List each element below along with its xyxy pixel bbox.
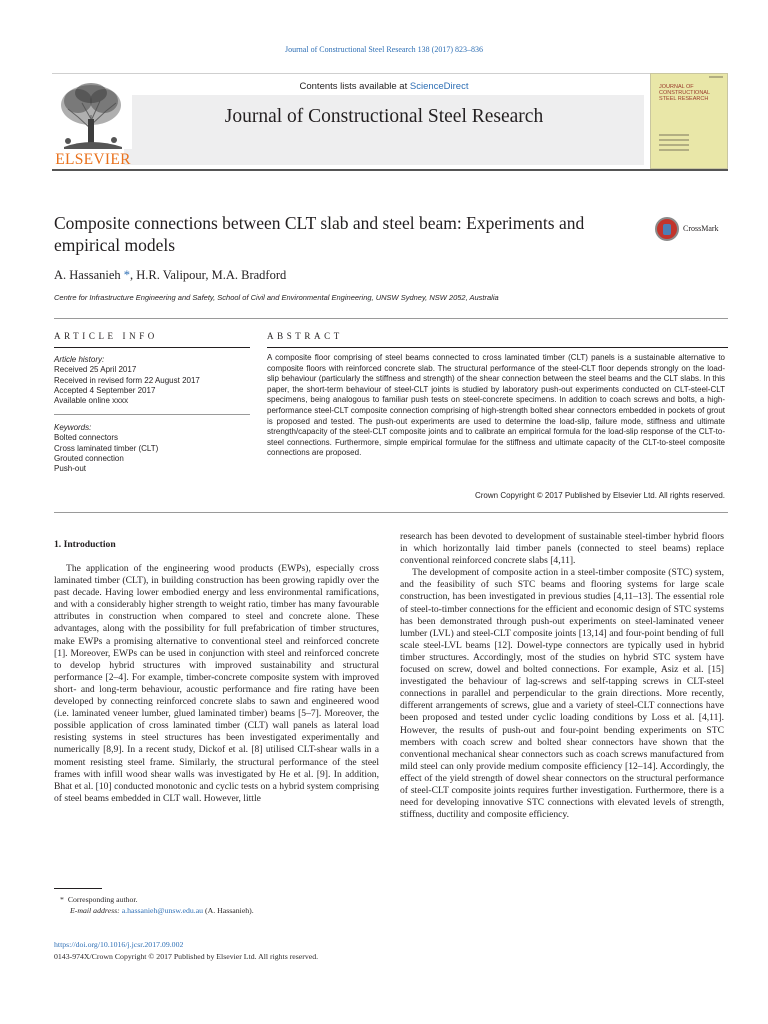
crossmark-label: CrossMark: [683, 224, 719, 233]
journal-title[interactable]: Journal of Constructional Steel Research: [224, 106, 544, 127]
cover-title-line: STEEL RESEARCH: [659, 96, 709, 102]
article-info-heading: ARTICLE INFO: [54, 331, 158, 341]
footnote-rule: [54, 888, 102, 889]
history-item: Accepted 4 September 2017: [54, 385, 156, 395]
footnote-corresponding: [60, 894, 380, 905]
keywords: [54, 423, 158, 474]
intro-right-column: [400, 531, 724, 821]
cover-title: [659, 84, 710, 102]
abstract-text: A composite floor comprising of steel beams connected to cross laminated timber (CLT) panels is a sustainable alternative to composite floors with reinforced concrete slab. The structural performance of the steel-CLT floor depends strongly on the load-slip behaviour (particularly the stiffness and strength) of the shear connection between the steel beams and the CLT slabs. In this paper, the short-term behaviour of steel-CLT joints is studied by laboratory push-out experiments conducted on CLT-steel-CLT specimens, being analogous to familiar push tests on steel-concrete specimens. In addition to coach screws and bolts, a high-performance steel-CLT composite connection comprising of high-strength bolted shear connectors embedded in pockets of grout is proposed and tested. The push-out experiments are used to determine the load-slip, failure mode, stiffness and ultimate strength/capacity of the steel-CLT composite joints and to calibrate an empirical formula for the load-slip response of the CLT-to-steel connections. Furthermore, simple empirical formulae for the stiffness and ultimate capacity of the CLT-to-steel composite connections are proposed.: [267, 353, 725, 458]
masthead: [52, 73, 728, 171]
elsevier-wordmark[interactable]: ELSEVIER: [55, 151, 131, 168]
intro-paragraph: research has been devoted to development of sustainable steel-timber hybrid floors in which horizontally laid timber panels (connected to steel beams) replace conventional reinforced concrete slabs [4,11].: [400, 531, 724, 567]
footnote: [60, 894, 380, 916]
keyword-item: Bolted connectors: [54, 433, 119, 443]
sciencedirect-link[interactable]: ScienceDirect: [409, 81, 469, 92]
corresponding-author-marker[interactable]: *: [123, 268, 131, 282]
abstract-copyright: Crown Copyright © 2017 Published by Elsevier Ltd. All rights reserved.: [474, 491, 725, 500]
email-link[interactable]: a.hassanieh@unsw.edu.au: [121, 906, 204, 915]
history-item: Received 25 April 2017: [54, 365, 137, 375]
affiliation: Centre for Infrastructure Engineering and Safety, School of Civil and Environmental Engineering, UNSW Sydney, NSW 2052, Australia: [54, 293, 499, 302]
contents-line: [124, 81, 644, 92]
intro-paragraph: The application of the engineering wood products (EWPs), especially cross laminated timber (CLT), in building construction has been growing rapidly over the past decade. Having lower embodied energy and less environmental ramifications, and with a considerably higher strength to weight ratio, timber has many favourable attributes in construction when compared to steel and concrete alone. These advantages, along with the possibility for full prefabrication of timber structures, make EWPs a promising alternative to conventional steel and reinforced concrete [1]. Moreover, EWPs can be used in conjunction with steel and reinforced concrete to develop hybrid structures with improved sustainability and structural performance [2–4]. For example, timber-concrete composite system with improved short- and long-term behaviour, acoustic performance and fire rating have been developed by connecting reinforced concrete slabs to sawn and engineered wood (i.e. laminated veneer lumber, glued laminated timber) beams [5–7]. Moreover, the possible application of cross laminated timber (CLT) wall panels as lateral load resisting systems in steel structures has been investigated experimentally and numerically [8,9]. In a recent study, Dickof et al. [8] utilised CLT-shear walls in a moment resisting steel frame. Similarly, the structural performance of the steel frames with infill wood shear walls was investigated by He et al. [9]. In addition, Bhat et al. [10] conducted monotonic and cyclic tests on a hybrid system comprising of steel beams embedded in CLT wall. However, little: [54, 563, 379, 804]
crossmark-button[interactable]: [655, 217, 730, 243]
history-item: Available online xxxx: [54, 396, 129, 406]
cover-text-lines: [659, 134, 689, 154]
footnote-corresponding-text: Corresponding author.: [67, 895, 138, 904]
masthead-bottom-rule: [52, 169, 728, 171]
header-rule: [54, 318, 728, 319]
keyword-item: Cross laminated timber (CLT): [54, 443, 159, 453]
article-history: [54, 355, 200, 406]
abstract-heading: ABSTRACT: [267, 331, 343, 341]
author-first[interactable]: A. Hassanieh: [54, 268, 124, 282]
footnote-email-line: [60, 905, 380, 916]
email-suffix: (A. Hassanieh).: [203, 906, 254, 915]
footnote-marker: *: [60, 895, 64, 904]
keyword-item: Push-out: [54, 464, 87, 474]
article-info-rule: [54, 347, 250, 348]
masthead-top-rule: [52, 73, 728, 74]
article-title: Composite connections between CLT slab and steel beam: Experiments and empirical models: [54, 213, 585, 255]
abstract-bottom-rule: [54, 512, 728, 513]
abstract-rule: [267, 347, 728, 348]
intro-left-column: [54, 563, 379, 805]
authors-rest[interactable]: , H.R. Valipour, M.A. Bradford: [130, 268, 287, 282]
keyword-item: Grouted connection: [54, 453, 124, 463]
section-heading-introduction: 1. Introduction: [54, 539, 116, 550]
keywords-label: Keywords:: [54, 423, 92, 432]
history-item: Received in revised form 22 August 2017: [54, 375, 200, 385]
history-divider: [54, 414, 250, 415]
crossmark-icon: [655, 217, 679, 241]
journal-cover-thumbnail[interactable]: [650, 73, 728, 169]
cover-title-line: CONSTRUCTIONAL: [659, 90, 711, 96]
history-label: Article history:: [54, 355, 105, 364]
intro-paragraph: The development of composite action in a steel-timber composite (STC) system, and the feasibility of such STC beams and flooring systems for large scale construction, has been investigated in previous studies [4,11–13]. The essential role of steel-to-timber connections for the efficient and economic design of STC systems has been demonstrated through push-out experiments on steel-laminated veneer lumber (LVL) and steel-CLT composite joints [13,14] and four-point bending of full scale steel-LVL beams [12]. Dowel-type connectors are typically used in hybrid timber structures. Accordingly, most of the studies on hybrid STC system have focused on screw, dowel and bolted connections. For example, Asiz et al. [15] investigated the behaviour of lag-screws and self-tapping screws in CLT-steel connections in parallel and perpendicular to the grain directions. More recently, different arrangements of screws, glue and a variety of steel-CLT connections have been proposed and tested under cyclic loading conditions by Loss et al. [4,11]. However, the results of push-out and four-point bending experiments on STC members with coach screw and bolted shear connectors have shown that the conventional mechanical shear connectors such as coach screws manufactured from mild steel can only provide medium composite efficiency [12–14]. Accordingly, the effect of the yield strength of dowel shear connectors on the structural performance of steel-CLT composite joints requires further investigation. Furthermore, there is a need for developing innovative STC connections with elevated levels of strength, stiffness, ductility and composite efficiency.: [400, 567, 724, 821]
issn-line: 0143-974X/Crown Copyright © 2017 Published by Elsevier Ltd. All rights reserved.: [54, 952, 319, 961]
doi-link[interactable]: https://doi.org/10.1016/j.jcsr.2017.09.002: [54, 940, 184, 949]
email-label: E-mail address:: [70, 906, 122, 915]
cover-title-line: JOURNAL OF: [659, 84, 694, 90]
cover-mark: [709, 76, 723, 78]
author-list: [54, 268, 286, 283]
journal-citation-link[interactable]: Journal of Constructional Steel Research 138 (2017) 823–836: [285, 45, 483, 54]
contents-prefix: Contents lists available at: [299, 81, 410, 92]
